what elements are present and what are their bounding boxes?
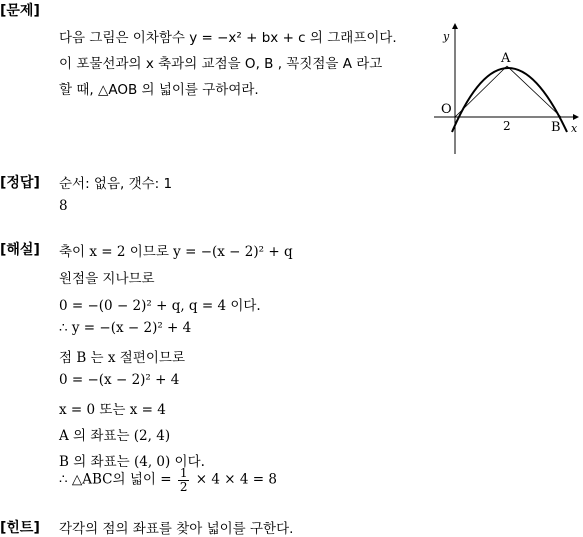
solution-line-7: x = 0 또는 x = 4: [59, 402, 166, 418]
answer-value: 8: [59, 198, 68, 214]
vertex-label: A: [501, 51, 511, 66]
area-suffix: × 4 × 4 = 8: [195, 471, 277, 488]
solution-line-8: A 의 좌표는 (2, 4): [59, 428, 171, 444]
x-axis-label: x: [571, 122, 578, 135]
fraction-one-half: [178, 467, 190, 493]
solution-line-6: 0 = −(x − 2)² + 4: [59, 372, 180, 388]
y-axis-label: y: [443, 30, 450, 43]
segment-OA: [455, 66, 507, 117]
hint-text: 각각의 점의 좌표를 찾아 넓이를 구한다.: [59, 521, 294, 537]
segment-AB: [507, 66, 561, 117]
hint-tag: [힌트]: [0, 520, 40, 536]
answer-line-1: 순서: 없음, 갯수: 1: [59, 176, 173, 192]
point-b-label: B: [551, 120, 561, 135]
fraction-denominator: 2: [179, 479, 188, 494]
solution-line-1: 축이 x = 2 이므로 y = −(x − 2)² + q: [59, 244, 293, 260]
problem-line-3: 할 때, △AOB 의 넓이를 구하여라.: [59, 82, 259, 98]
problem-line-2: 이 포물선과의 x 축과의 교점을 O, B , 꼭짓점을 A 라고: [59, 56, 383, 72]
problem-tag: [문제]: [0, 3, 40, 19]
solution-line-2: 원점을 지나므로: [59, 271, 155, 287]
parabola-graph: [430, 22, 580, 157]
problem-line-1: 다음 그림은 이차함수 y = −x² + bx + c 의 그래프이다.: [59, 30, 397, 46]
tick-2-label: 2: [503, 119, 511, 133]
solution-line-4: ∴ y = −(x − 2)² + 4: [59, 320, 192, 336]
area-prefix: ∴ △ABC의 넓이 =: [59, 471, 172, 488]
solution-line-3: 0 = −(0 − 2)² + q, q = 4 이다.: [59, 298, 261, 314]
fraction-numerator: 1: [179, 466, 188, 480]
solution-line-10: [59, 467, 277, 493]
answer-tag: [정답]: [0, 175, 40, 191]
solution-tag: [해설]: [0, 242, 40, 258]
solution-line-5: 점 B 는 x 절편이므로: [59, 350, 185, 366]
origin-label: O: [441, 102, 452, 117]
solution-line-9: B 의 좌표는 (4, 0) 이다.: [59, 454, 205, 470]
